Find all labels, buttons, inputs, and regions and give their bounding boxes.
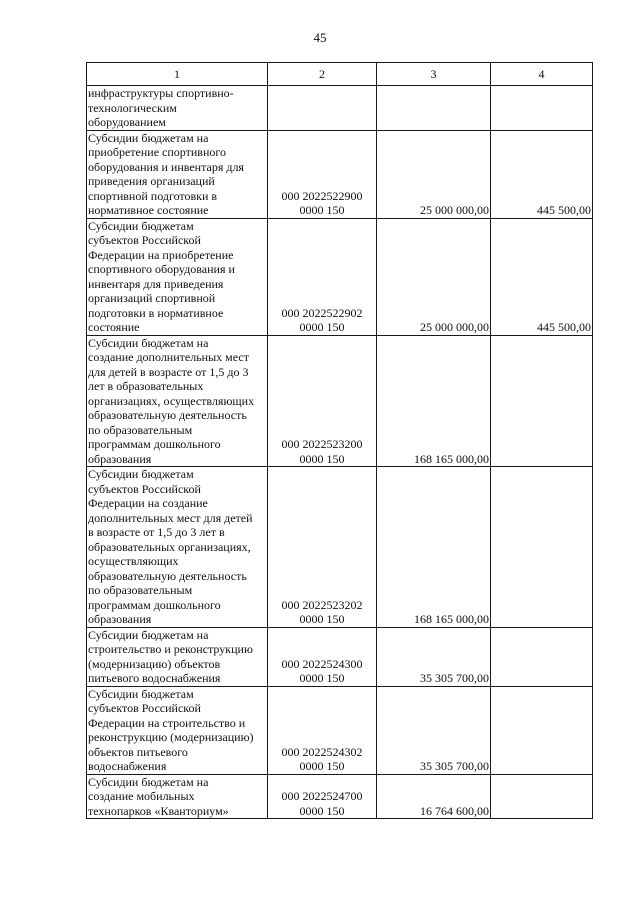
row-code (268, 86, 377, 131)
row-code: 000 2022523200 0000 150 (268, 335, 377, 467)
row-code: 000 2022524700 0000 150 (268, 774, 377, 819)
table-row (87, 774, 593, 819)
row-amount: 168 165 000,00 (377, 467, 491, 628)
row-amount-2 (491, 335, 593, 467)
row-name: Субсидии бюджетам на создание дополнительных мест для детей в возрасте от 1,5 до 3 лет в образовательных организациях, осуществляющих образовательную деятельность по образовательным программам дошкольного образования (87, 335, 268, 467)
column-header-3: 3 (377, 63, 491, 86)
row-code: 000 2022524302 0000 150 (268, 686, 377, 774)
row-amount (377, 86, 491, 131)
header-row (87, 63, 593, 86)
row-amount-2 (491, 627, 593, 686)
table-row (87, 467, 593, 628)
row-amount-2: 445 500,00 (491, 218, 593, 335)
row-amount-2 (491, 774, 593, 819)
page-number: 45 (313, 30, 327, 45)
table-row (87, 130, 593, 218)
column-header-2: 2 (268, 63, 377, 86)
row-name: Субсидии бюджетам на строительство и реконструкцию (модернизацию) объектов питьевого водоснабжения (87, 627, 268, 686)
row-name: Субсидии бюджетам на приобретение спортивного оборудования и инвентаря для приведения организаций спортивной подготовки в нормативное состояние (87, 130, 268, 218)
row-amount: 35 305 700,00 (377, 627, 491, 686)
column-header-1: 1 (87, 63, 268, 86)
column-header-4: 4 (491, 63, 593, 86)
row-amount-2: 445 500,00 (491, 130, 593, 218)
row-amount-2 (491, 86, 593, 131)
row-amount: 25 000 000,00 (377, 130, 491, 218)
row-amount: 16 764 600,00 (377, 774, 491, 819)
row-name: Субсидии бюджетам субъектов Российской Федерации на приобретение спортивного оборудования и инвентаря для приведения организаций спортивной подготовки в нормативное состояние (87, 218, 268, 335)
table-row (87, 218, 593, 335)
row-amount: 168 165 000,00 (377, 335, 491, 467)
table-row (87, 627, 593, 686)
table-row (87, 86, 593, 131)
row-code: 000 2022522900 0000 150 (268, 130, 377, 218)
row-amount-2 (491, 467, 593, 628)
budget-table (86, 62, 593, 819)
row-name: Субсидии бюджетам субъектов Российской Федерации на строительство и реконструкцию (модернизацию) объектов питьевого водоснабжения (87, 686, 268, 774)
row-code: 000 2022524300 0000 150 (268, 627, 377, 686)
row-name: Субсидии бюджетам субъектов Российской Федерации на создание дополнительных мест для детей в возрасте от 1,5 до 3 лет в образовательных организациях, осуществляющих образовательную деятельность по образовательным программам дошкольного образования (87, 467, 268, 628)
row-amount-2 (491, 686, 593, 774)
row-name: Субсидии бюджетам на создание мобильных технопарков «Кванториум» (87, 774, 268, 819)
row-code: 000 2022523202 0000 150 (268, 467, 377, 628)
row-code: 000 2022522902 0000 150 (268, 218, 377, 335)
table-row (87, 335, 593, 467)
row-name: инфраструктуры спортивно- технологическим оборудованием (87, 86, 268, 131)
row-amount: 25 000 000,00 (377, 218, 491, 335)
row-amount: 35 305 700,00 (377, 686, 491, 774)
table-row (87, 686, 593, 774)
